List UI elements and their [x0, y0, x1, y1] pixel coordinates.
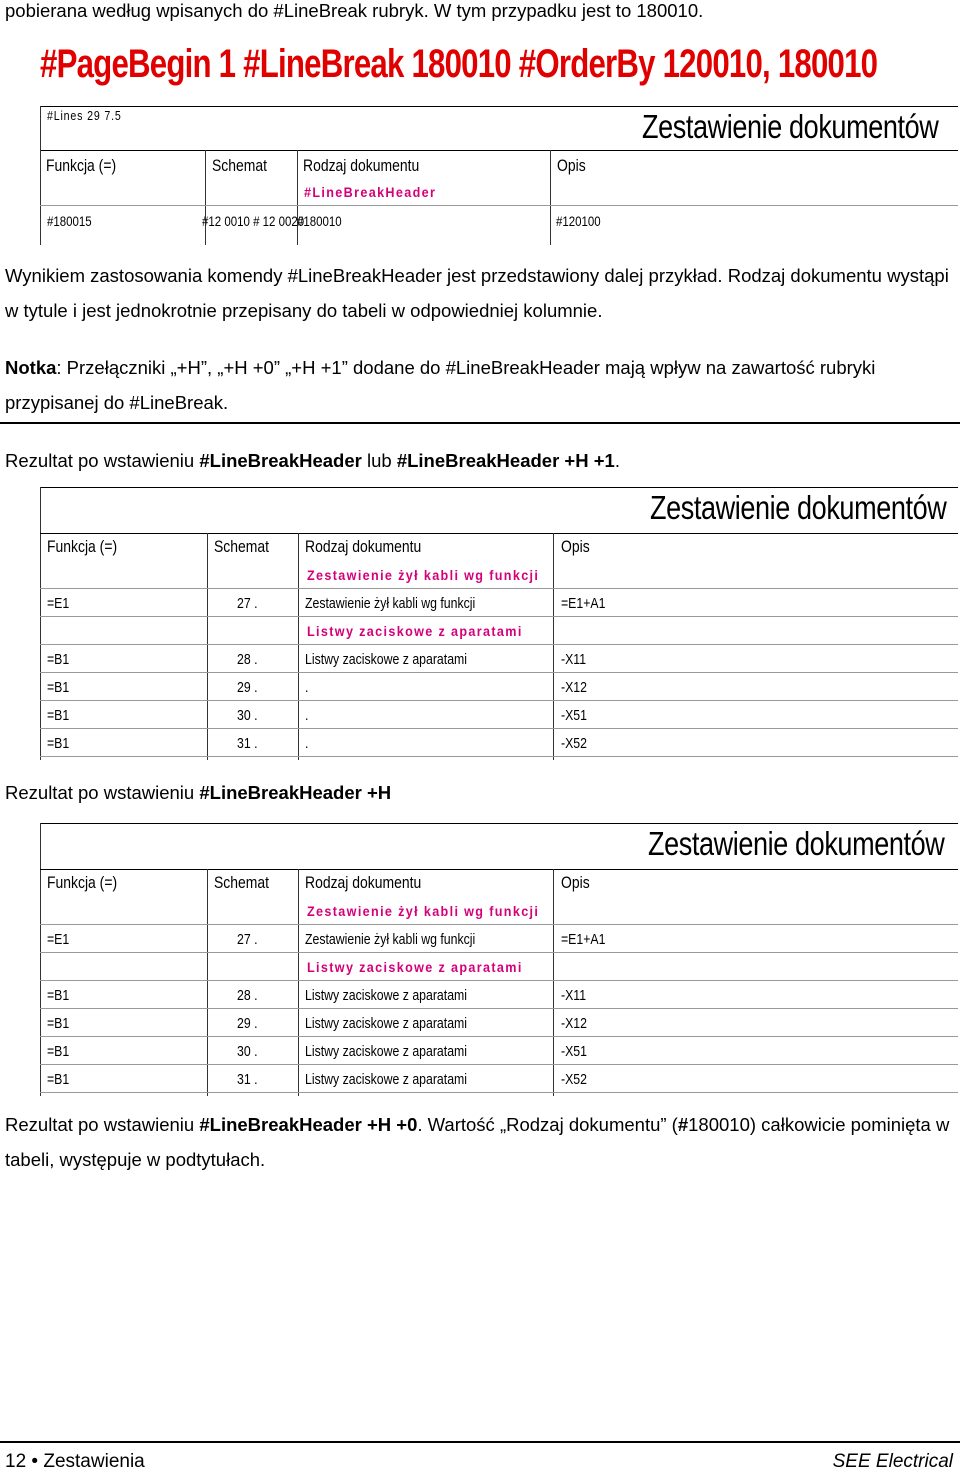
row-1-opis: =E1+A1	[561, 595, 606, 612]
row-5-funkcja: =B1	[47, 1071, 70, 1088]
header-schemat: Schemat	[212, 156, 268, 175]
header-opis: Opis	[557, 156, 586, 175]
header-rodzaj: Rodzaj dokumentu	[305, 537, 422, 556]
header-funkcja: Funkcja (=)	[47, 873, 118, 892]
intro-line: pobierana według wpisanych do #LineBreak rubryk. W tym przypadku jest to 180010.	[5, 0, 704, 21]
row-2-rodzaj: Listwy zaciskowe z aparatami	[305, 987, 468, 1004]
screenshot-1	[0, 100, 960, 245]
row-4-schemat: 30 .	[237, 707, 258, 724]
row-3-schemat: 29 .	[237, 679, 258, 696]
result-1-prefix: Rezultat po wstawieniu	[5, 450, 200, 471]
row-1-funkcja: =E1	[47, 931, 70, 948]
row-4-schemat: 30 .	[237, 1043, 258, 1060]
result-3-bold-1: #LineBreakHeader +H +0	[199, 1114, 418, 1135]
screenshot-3	[0, 821, 960, 1096]
row-2-schemat: 28 .	[237, 651, 258, 668]
row-5-rodzaj: .	[305, 735, 309, 752]
row-3-opis: -X12	[561, 679, 587, 696]
result-2-prefix: Rezultat po wstawieniu	[5, 782, 200, 803]
footer-divider	[0, 1441, 960, 1443]
result-1-mid: lub	[361, 450, 397, 471]
header-schemat: Schemat	[214, 873, 270, 892]
row-1-rodzaj: Zestawienie żył kabli wg funkcji	[305, 595, 476, 612]
cell-opis: #120100	[556, 213, 601, 229]
row-1-schemat: 27 .	[237, 931, 258, 948]
section-name: Zestawienia	[43, 1451, 145, 1472]
row-1-funkcja: =E1	[47, 595, 70, 612]
row-5-rodzaj: Listwy zaciskowe z aparatami	[305, 1071, 468, 1088]
result-1-caption	[5, 443, 955, 478]
screenshot-2	[0, 485, 960, 760]
result-1-bold-1: #LineBreakHeader	[199, 450, 362, 471]
row-5-opis: -X52	[561, 735, 587, 752]
result-1-bold-2: #LineBreakHeader +H +1	[396, 450, 615, 471]
result-3-caption	[5, 1107, 955, 1177]
group-header-1: Zestawienie żył kabli wg funkcji	[307, 567, 540, 583]
row-4-rodzaj: Listwy zaciskowe z aparatami	[305, 1043, 468, 1060]
row-4-rodzaj: .	[305, 707, 309, 724]
row-3-rodzaj: .	[305, 679, 309, 696]
group-header-2: Listwy zaciskowe z aparatami	[307, 623, 523, 639]
note-paragraph	[5, 350, 955, 420]
header-opis: Opis	[561, 873, 590, 892]
row-3-schemat: 29 .	[237, 1015, 258, 1032]
row-3-funkcja: =B1	[47, 679, 70, 696]
result-1-suffix: .	[614, 450, 620, 471]
cell-schemat: #12 0010 # 12 0020	[202, 213, 305, 229]
row-5-opis: -X52	[561, 1071, 587, 1088]
lines-label: #Lines 29 7.5	[47, 108, 122, 123]
header-opis: Opis	[561, 537, 590, 556]
row-3-funkcja: =B1	[47, 1015, 70, 1032]
divider	[0, 422, 960, 424]
footer-brand: SEE Electrical	[832, 1451, 953, 1472]
row-5-funkcja: =B1	[47, 735, 70, 752]
red-heading: #PageBegin 1 #LineBreak 180010 #OrderBy 120010, 180010	[40, 42, 878, 86]
row-2-opis: -X11	[561, 987, 587, 1004]
header-funkcja: Funkcja (=)	[46, 156, 117, 175]
row-2-rodzaj: Listwy zaciskowe z aparatami	[305, 651, 468, 668]
row-2-schemat: 28 .	[237, 987, 258, 1004]
result-3-prefix: Rezultat po wstawieniu	[5, 1114, 200, 1135]
row-4-funkcja: =B1	[47, 707, 70, 724]
row-2-funkcja: =B1	[47, 651, 70, 668]
group-header-1: Zestawienie żył kabli wg funkcji	[307, 903, 540, 919]
page-number: 12	[5, 1451, 27, 1472]
row-2-funkcja: =B1	[47, 987, 70, 1004]
header-funkcja: Funkcja (=)	[47, 537, 118, 556]
result-3-mid: . Wartość „Rodzaj dokumentu” (	[417, 1114, 678, 1135]
header-schemat: Schemat	[214, 537, 270, 556]
bullet-icon: •	[31, 1451, 39, 1472]
footer-left	[5, 1451, 145, 1473]
paragraph-1: Wynikiem zastosowania komendy #LineBreakHeader jest przedstawiony dalej przykład. Rodzaj dokumentu wystąpi w tytule i jest jednokrotnie przepisany do tabeli w odpowiedniej kolumnie.	[5, 265, 949, 321]
note-label: Notka	[5, 357, 57, 378]
row-1-opis: =E1+A1	[561, 931, 606, 948]
table-title: Zestawienie dokumentów	[647, 825, 944, 862]
result-2-bold: #LineBreakHeader +H	[199, 782, 392, 803]
result-3-suffix: 180010) całkowicie pominięta w tabeli, występuje w podtytułach.	[5, 1114, 950, 1170]
row-1-rodzaj: Zestawienie żył kabli wg funkcji	[305, 931, 476, 948]
cell-rodzaj: #180010	[297, 213, 342, 229]
row-2-opis: -X11	[561, 651, 587, 668]
row-1-schemat: 27 .	[237, 595, 258, 612]
header-rodzaj: Rodzaj dokumentu	[303, 156, 420, 175]
note-text: : Przełączniki „+H”, „+H +0” „+H +1” dodane do #LineBreakHeader mają wpływ na zawartość rubryki przypisanej do #LineBreak.	[5, 357, 876, 413]
header-rodzaj: Rodzaj dokumentu	[305, 873, 422, 892]
result-2-caption	[5, 775, 955, 810]
row-5-schemat: 31 .	[237, 735, 258, 752]
cell-funkcja: #180015	[47, 213, 92, 229]
table-title: Zestawienie dokumentów	[641, 108, 938, 145]
row-5-schemat: 31 .	[237, 1071, 258, 1088]
result-3-bold-2: #	[677, 1114, 689, 1135]
row-3-opis: -X12	[561, 1015, 587, 1032]
row-3-rodzaj: Listwy zaciskowe z aparatami	[305, 1015, 468, 1032]
row-4-opis: -X51	[561, 1043, 587, 1060]
table-title: Zestawienie dokumentów	[649, 489, 946, 526]
row-4-opis: -X51	[561, 707, 587, 724]
group-header-2: Listwy zaciskowe z aparatami	[307, 959, 523, 975]
sub-header: #LineBreakHeader	[304, 184, 437, 200]
row-4-funkcja: =B1	[47, 1043, 70, 1060]
